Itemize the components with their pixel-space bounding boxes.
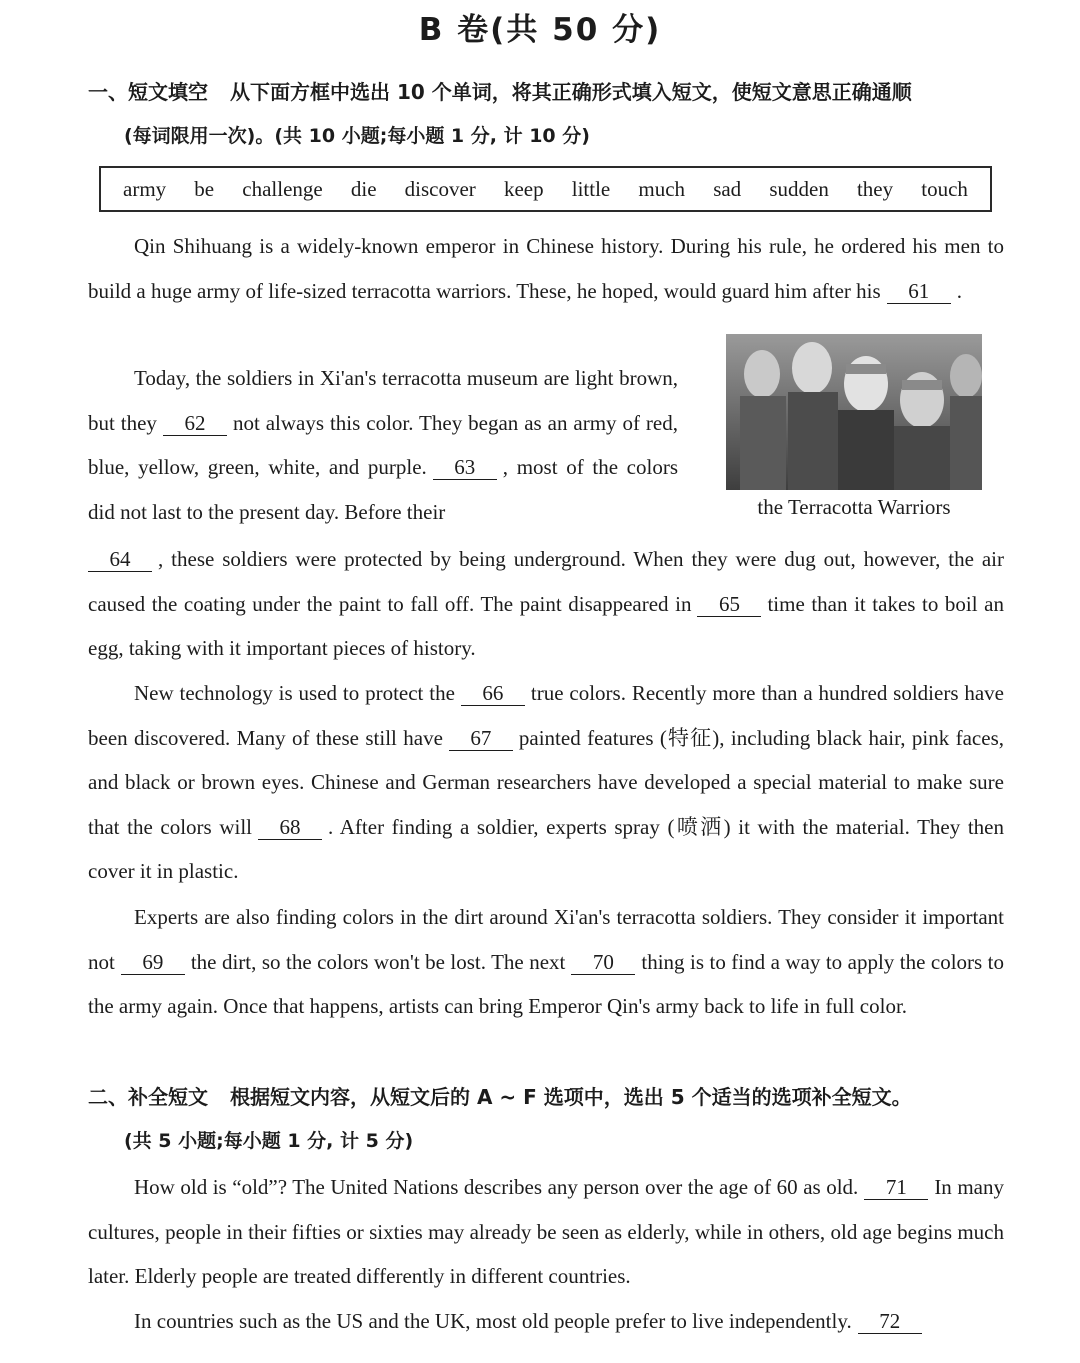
word-bank-item: touch — [921, 176, 968, 201]
blank-67: 67 — [449, 726, 513, 751]
blank-61: 61 — [887, 279, 951, 304]
passage2-paragraph1: How old is “old”? The United Nations describes any person over the age of 60 as old. 71 In many cultures, people in their fifties or sixties may already be seen as elderly, while in others, old age begins much later. Elderly people are treated differently in different countries. — [88, 1175, 1004, 1289]
word-bank-item: much — [638, 176, 686, 201]
blank-70: 70 — [571, 950, 635, 975]
word-bank-box — [99, 166, 992, 212]
section2-number: 二、补全短文 — [88, 1085, 208, 1109]
passage1-paragraph1: Qin Shihuang is a widely-known emperor in Chinese history. During his rule, he ordered his men to build a huge army of life-sized terracotta warriors. These, he hoped, would guard him after his 61 . — [88, 234, 1004, 303]
word-bank-item: be — [194, 176, 215, 201]
blank-65: 65 — [697, 592, 761, 617]
word-bank-item: keep — [503, 176, 544, 201]
blank-64: 64 — [88, 547, 152, 572]
section2-subheading: (共 5 小题;每小题 1 分, 计 5 分) — [124, 1130, 414, 1152]
warriors-photo-illustration — [726, 334, 982, 490]
section2-heading — [88, 1075, 1004, 1119]
passage2-paragraph2: In countries such as the US and the UK, most old people prefer to live independently. 72 — [88, 1299, 1004, 1344]
blank-72: 72 — [858, 1309, 922, 1334]
passage1-paragraph3: New technology is used to protect the 66 true colors. Recently more than a hundred soldiers have been discovered. Many of these still have 67 painted features (特征), including black hair, pink faces, and black or brown eyes. Chinese and German researchers have developed a special material to make sure that the colors will 68 . After finding a soldier, experts spray (喷洒) it with the material. They then cover it in plastic. — [88, 681, 1005, 884]
section2-instruction: 根据短文内容，从短文后的 A ~ F 选项中，选出 5 个适当的选项补全短文。 — [230, 1085, 912, 1109]
section1-subheading: (每词限用一次)。(共 10 小题;每小题 1 分, 计 10 分) — [124, 125, 590, 147]
word-bank-item: little — [571, 176, 611, 201]
word-bank-item: die — [350, 176, 377, 201]
word-bank-item: they — [856, 176, 894, 201]
blank-66: 66 — [461, 681, 525, 706]
section1-instruction: 从下面方框中选出 10 个单词，将其正确形式填入短文，使短文意思正确通顺 — [230, 80, 912, 104]
word-bank-item: army — [123, 176, 167, 201]
blank-68: 68 — [258, 815, 322, 840]
photo-caption: the Terracotta Warriors — [757, 495, 951, 519]
word-bank-item: challenge — [242, 176, 323, 201]
word-bank-item: sad — [713, 176, 742, 201]
blank-63: 63 — [433, 455, 497, 480]
passage1-paragraph2-continued: 64 , these soldiers were protected by being underground. When they were dug out, however, the air caused the coating under the paint to fall off. The paint disappeared in 65 time than it takes to boil an egg, taking with it important pieces of history. — [88, 547, 1004, 661]
word-bank-item: discover — [404, 176, 476, 201]
blank-71: 71 — [864, 1175, 928, 1200]
section1-heading — [88, 70, 1004, 114]
word-bank-item: sudden — [769, 176, 829, 201]
blank-62: 62 — [163, 411, 227, 436]
blank-69: 69 — [121, 950, 185, 975]
section1-number: 一、短文填空 — [88, 80, 208, 104]
terracotta-warriors-photo — [726, 334, 982, 490]
page-title: B 卷(共 50 分) — [418, 12, 662, 48]
passage1-paragraph4: Experts are also finding colors in the dirt around Xi'an's terracotta soldiers. They consider it important not 69 the dirt, so the colors won't be lost. The next 70 thing is to find a way to apply the colors to the army again. Once that happens, artists can bring Emperor Qin's army back to life in full color. — [88, 905, 1004, 1019]
passage1-paragraph2: Today, the soldiers in Xi'an's terracotta museum are light brown, but they 62 not always this color. They began as an army of red, blue, yellow, green, white, and purple. 63 , most of the colors did not last to the present day. Before their — [88, 366, 678, 524]
